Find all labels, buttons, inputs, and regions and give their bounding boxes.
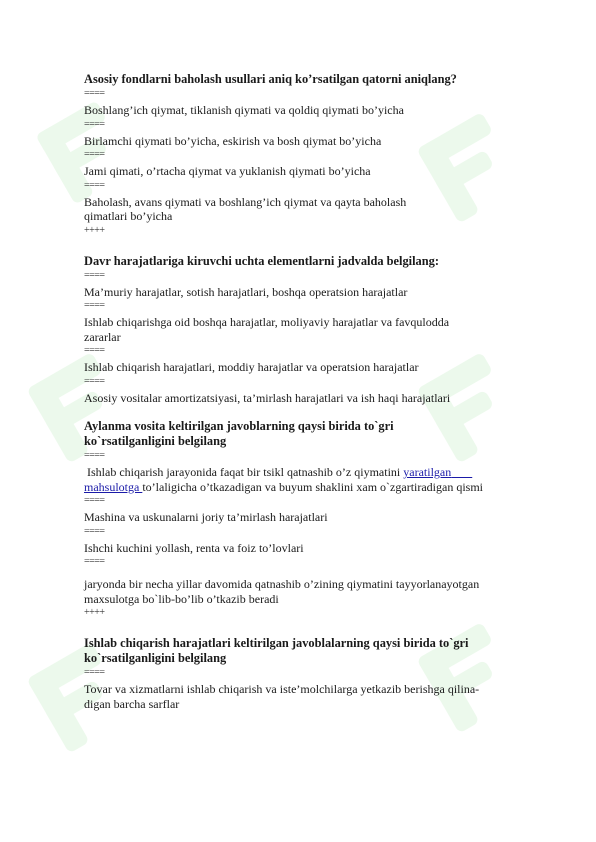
answer-2-1: Ma’muriy harajatlar, sotish harajatlari, boshqa operatsion harajatlar — [84, 284, 408, 299]
answer-3-1-line-1 — [84, 465, 564, 480]
answer-2-3: Ishlab chiqarish harajatlari, moddiy harajatlar va operatsion harajatlar — [84, 360, 419, 374]
answer-2-2-line-2: zararlar — [84, 329, 121, 344]
answer-3-3: Ishchi kuchini yollash, renta va foiz to’lovlari — [84, 540, 304, 555]
separator: ==== — [84, 118, 105, 130]
answer-4-1-line-2: digan barcha sarflar — [84, 696, 180, 711]
separator: ==== — [84, 450, 105, 461]
question-1: Asosiy fondlarni baholash usullari aniq ko’rsatilgan qatorni aniqlang? — [84, 72, 457, 86]
end-marker: ++++ — [84, 607, 105, 618]
question-4-line-1: Ishlab chiqarish harajatlari keltirilgan javoblalarning qaysi birida to`gri — [84, 636, 469, 650]
separator: ==== — [84, 149, 105, 160]
answer-2-4: Asosiy vositalar amortizatsiyasi, ta’mirlash harajatlari va ish haqi harajatlari — [84, 390, 451, 405]
answer-3-1-text-end: to’laligicha o’tkazadigan va buyum shaklini xam o`zgartiradigan qismi — [142, 479, 484, 494]
end-marker: ++++ — [84, 224, 105, 236]
separator: ==== — [84, 179, 105, 191]
question-3-line-1: Aylanma vosita keltirilgan javoblarning qaysi birida to`gri — [84, 419, 394, 433]
answer-1-1: Boshlang’ich qiymat, tiklanish qiymati va qoldiq qiymati bo’yicha — [84, 103, 404, 117]
answer-1-3: Jami qimati, o’rtacha qiymat va yuklanish qiymati bo’yicha — [84, 164, 371, 178]
answer-3-1-text: Ishlab chiqarish jarayonida faqat bir tsikl qatnashib o’z qiymatini — [84, 465, 404, 479]
answer-1-2: Birlamchi qiymati bo’yicha, eskirish va bosh qiymat bo’yicha — [84, 133, 382, 148]
question-3-line-2: ko`rsatilganligini belgilang — [84, 434, 227, 448]
separator: ==== — [84, 375, 105, 387]
separator: ==== — [84, 88, 105, 99]
answer-3-4-line-1: jaryonda bir necha yillar davomida qatnashib o’zining qiymatini tayyorlanayotgan — [84, 577, 480, 591]
answer-1-4-line-1: Baholash, avans qiymati va boshlang’ich qiymat va qayta baholash — [84, 194, 407, 209]
answer-2-2-line-1: Ishlab chiqarishga oid boshqa harajatlar, moliyaviy harajatlar va favqulodda — [84, 315, 450, 329]
question-4-line-2: ko`rsatilganligini belgilang — [84, 651, 227, 665]
question-2: Davr harajatlariga kiruvchi uchta elementlarni jadvalda belgilang: — [84, 253, 439, 268]
document-page — [84, 72, 564, 711]
answer-3-4-line-2: maxsulotga bo`lib-bo’lib o’tkazib beradi — [84, 591, 279, 606]
answer-3-1-line-2 — [84, 480, 564, 495]
question-block-4 — [84, 636, 564, 711]
question-block-3 — [84, 419, 564, 618]
link-yaratilgan[interactable]: yaratilgan — [403, 465, 452, 479]
answer-3-2: Mashina va uskunalarni joriy ta’mirlash harajatlari — [84, 510, 328, 524]
answer-4-1-line-1: Tovar va xizmatlarni ishlab chiqarish va iste’molchilarga yetkazib berishga qilina- — [84, 682, 480, 696]
separator: ==== — [84, 300, 105, 311]
link-mahsulotga[interactable]: mahsulotga — [84, 479, 143, 494]
separator: ==== — [84, 495, 105, 506]
separator: ==== — [84, 269, 105, 281]
separator: ==== — [84, 525, 105, 537]
answer-1-4-line-2: qimatlari bo’yicha — [84, 209, 173, 223]
question-block-1 — [84, 72, 564, 236]
separator: ==== — [84, 556, 105, 567]
separator: ==== — [84, 667, 105, 678]
separator: ==== — [84, 345, 105, 356]
question-block-2 — [84, 254, 564, 406]
